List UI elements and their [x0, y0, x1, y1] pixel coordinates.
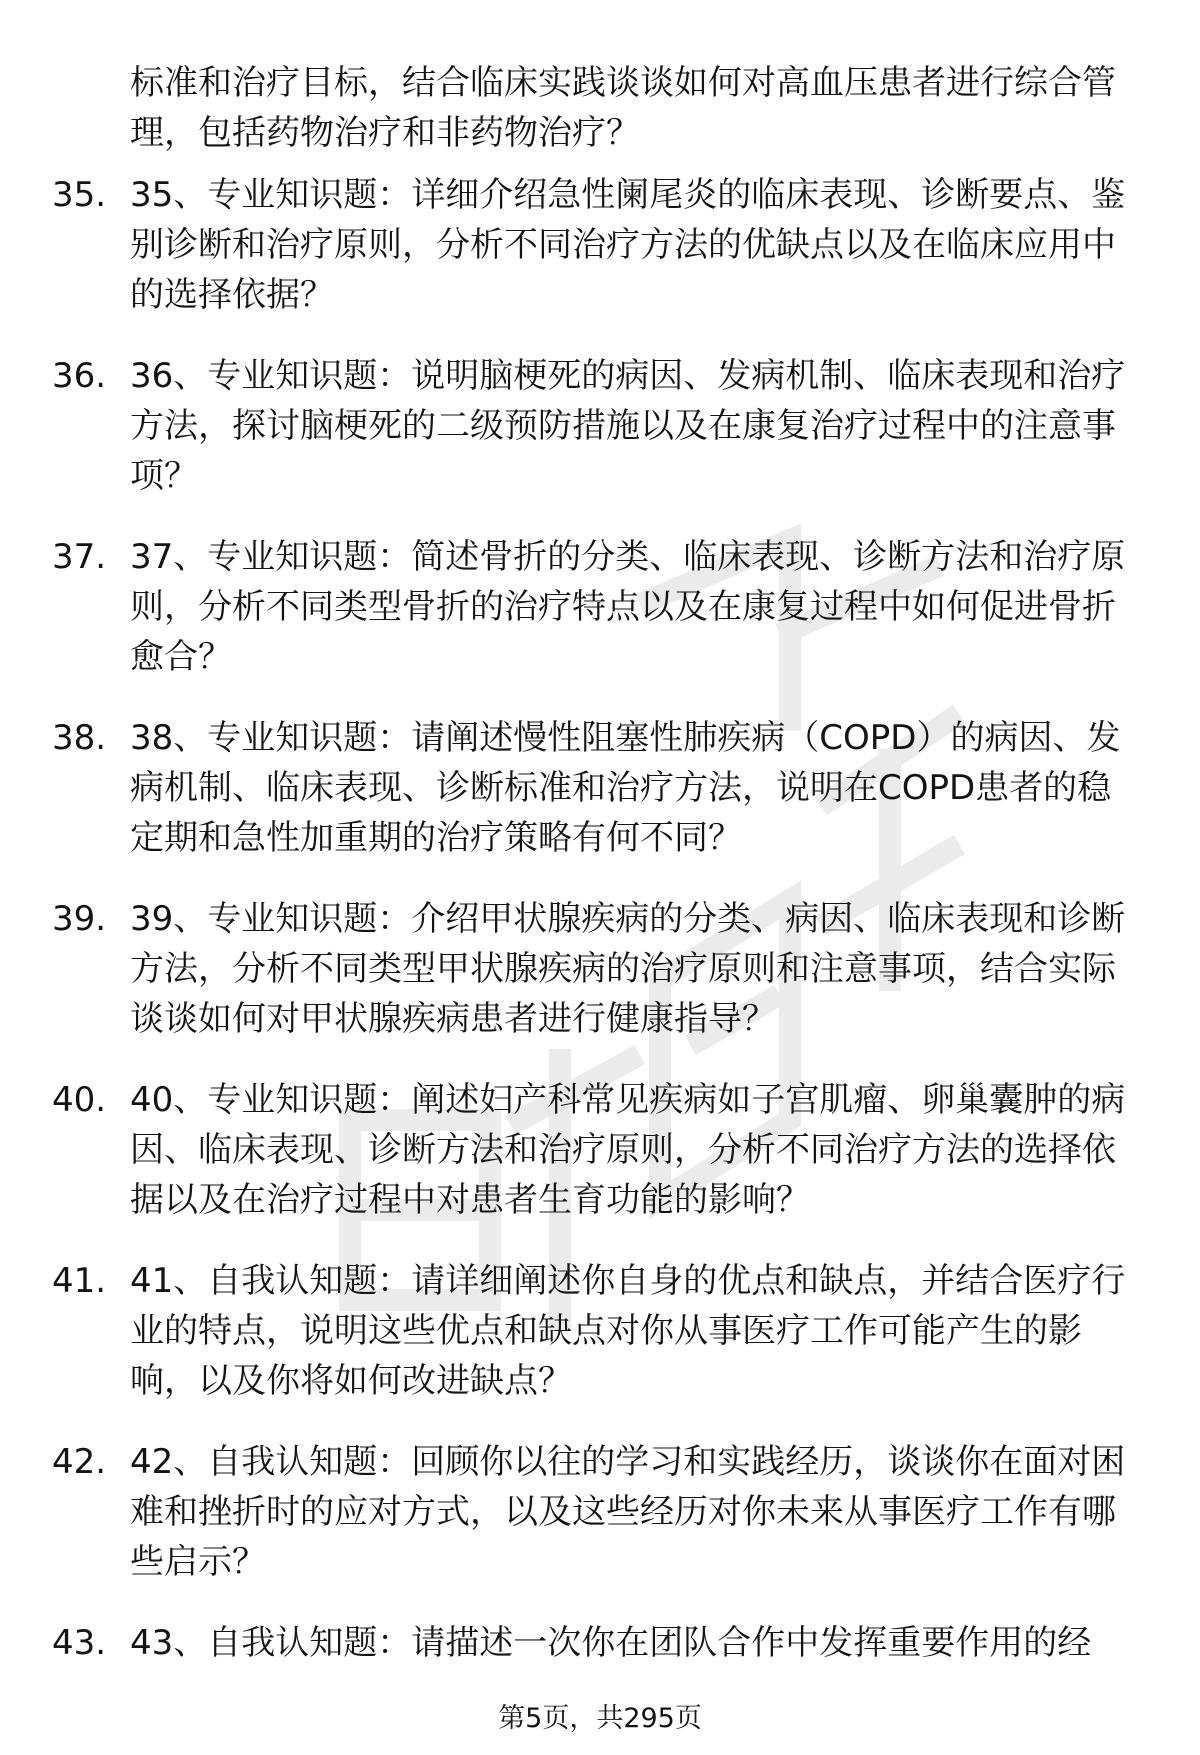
list-item — [0, 1075, 1200, 1256]
list-item — [0, 351, 1200, 532]
item-number: 36. — [52, 356, 107, 396]
list-item — [0, 1256, 1200, 1437]
item-text: 42、自我认知题：回顾你以往的学习和实践经历，谈谈你在面对困难和挫折时的应对方式，以及这些经历对你未来从事医疗工作有哪些启示？ — [130, 1442, 1126, 1582]
list-item — [0, 170, 1200, 351]
item-text: 39、专业知识题：介绍甲状腺疾病的分类、病因、临床表现和诊断方法，分析不同类型甲状腺疾病的治疗原则和注意事项，结合实际谈谈如何对甲状腺疾病患者进行健康指导？ — [130, 899, 1126, 1039]
item-number: 41. — [52, 1261, 107, 1301]
item-number: 38. — [52, 718, 107, 758]
item-text: 36、专业知识题：说明脑梗死的病因、发病机制、临床表现和治疗方法，探讨脑梗死的二级预防措施以及在康复治疗过程中的注意事项？ — [130, 356, 1126, 496]
list-item — [0, 1437, 1200, 1618]
list-item — [0, 894, 1200, 1075]
item-text: 43、自我认知题：请描述一次你在团队合作中发挥重要作用的经 — [130, 1623, 1092, 1663]
page-footer: 第5页，共295页 — [498, 1703, 702, 1734]
item-number: 39. — [52, 899, 107, 939]
question-list — [0, 170, 1200, 1755]
item-number: 37. — [52, 537, 107, 577]
item-text: 37、专业知识题：简述骨折的分类、临床表现、诊断方法和治疗原则，分析不同类型骨折的治疗特点以及在康复过程中如何促进骨折愈合？ — [130, 537, 1126, 677]
list-item — [0, 532, 1200, 713]
item-text: 38、专业知识题：请阐述慢性阻塞性肺疾病（COPD）的病因、发病机制、临床表现、诊断标准和治疗方法，说明在COPD患者的稳定期和急性加重期的治疗策略有何不同？ — [130, 718, 1121, 858]
item-number: 35. — [52, 175, 107, 215]
continuation-paragraph: 标准和治疗目标，结合临床实践谈谈如何对高血压患者进行综合管理，包括药物治疗和非药物治疗？ — [130, 63, 1116, 153]
item-text: 40、专业知识题：阐述妇产科常见疾病如子宫肌瘤、卵巢囊肿的病因、临床表现、诊断方法和治疗原则，分析不同治疗方法的选择依据以及在治疗过程中对患者生育功能的影响？ — [130, 1080, 1126, 1220]
item-number: 42. — [52, 1442, 107, 1482]
list-item — [0, 713, 1200, 894]
item-number: 43. — [52, 1623, 107, 1663]
item-text: 35、专业知识题：详细介绍急性阑尾炎的临床表现、诊断要点、鉴别诊断和治疗原则，分析不同治疗方法的优缺点以及在临床应用中的选择依据？ — [130, 175, 1126, 315]
item-number: 40. — [52, 1080, 107, 1120]
item-text: 41、自我认知题：请详细阐述你自身的优点和缺点，并结合医疗行业的特点，说明这些优点和缺点对你从事医疗工作可能产生的影响，以及你将如何改进缺点？ — [130, 1261, 1126, 1401]
